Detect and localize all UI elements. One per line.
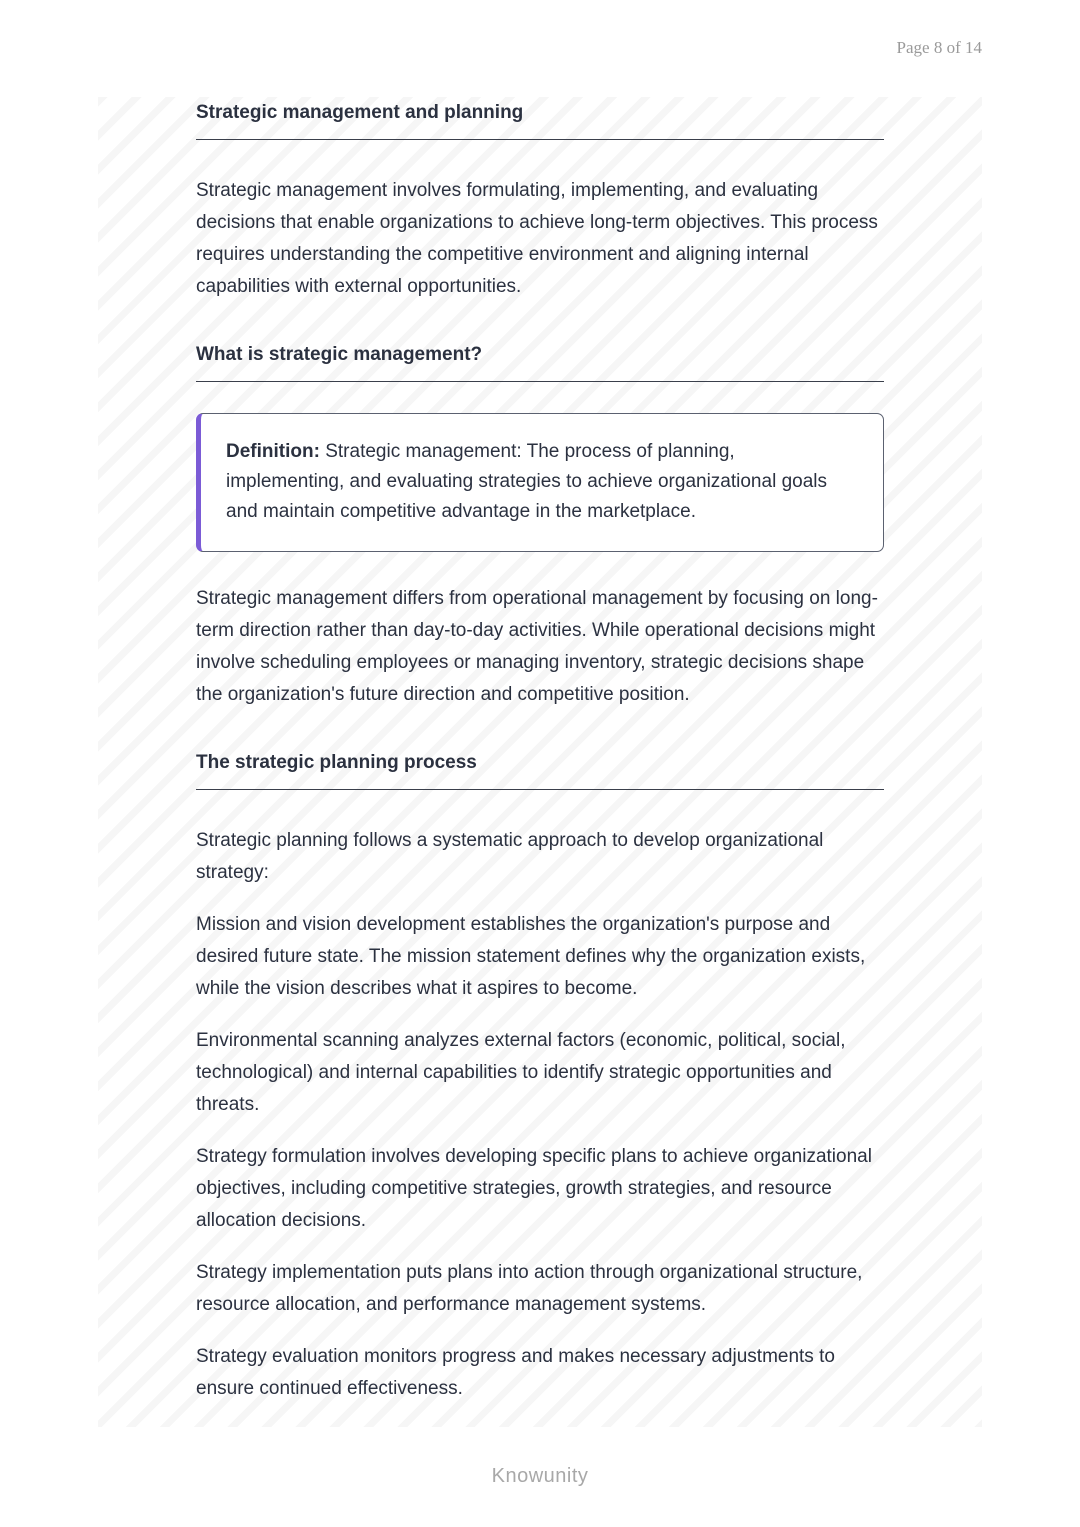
paragraph-strategy-implementation: Strategy implementation puts plans into action through organizational structure, resource allocation, and performance management systems. bbox=[196, 1262, 863, 1315]
definition-text bbox=[226, 437, 855, 527]
definition-body: Strategic management: The process of planning, implementing, and evaluating strategies to achieve organizational goals and maintain competitive advantage in the marketplace. bbox=[226, 441, 827, 522]
paragraph-strategy-evaluation: Strategy evaluation monitors progress and makes necessary adjustments to ensure continued effectiveness. bbox=[196, 1346, 835, 1399]
paragraph-strategy-formulation: Strategy formulation involves developing specific plans to achieve organizational objectives, including competitive strategies, growth strategies, and resource allocation decisions. bbox=[196, 1146, 872, 1231]
paragraph-planning-intro: Strategic planning follows a systematic approach to develop organizational strategy: bbox=[196, 830, 824, 883]
paragraph-operational-vs-strategic: Strategic management differs from operational management by focusing on long-term direction rather than day-to-day activities. While operational decisions might involve scheduling employees or managing inventory, strategic decisions shape the organization's future direction and competitive position. bbox=[196, 588, 878, 705]
paragraph-intro: Strategic management involves formulating, implementing, and evaluating decisions that enable organizations to achieve long-term objectives. This process requires understanding the competitive environment and aligning internal capabilities with external opportunities. bbox=[196, 180, 878, 297]
footer-brand-logo: Knowunity bbox=[491, 1465, 589, 1487]
section-heading-strategic-planning-process: The strategic planning process bbox=[196, 748, 884, 790]
page-number: Page 8 of 14 bbox=[896, 38, 982, 57]
paragraph-environmental-scanning: Environmental scanning analyzes external factors (economic, political, social, technological) and internal capabilities to identify strategic opportunities and threats. bbox=[196, 1030, 846, 1115]
definition-box bbox=[196, 413, 884, 552]
section-heading-what-is-strategic-management: What is strategic management? bbox=[196, 340, 884, 382]
section-heading-strategic-management-and-planning: Strategic management and planning bbox=[196, 98, 884, 140]
definition-label: Definition: bbox=[226, 441, 320, 462]
paragraph-mission-vision: Mission and vision development establishes the organization's purpose and desired future state. The mission statement defines why the organization exists, while the vision describes what it aspires to become. bbox=[196, 914, 866, 999]
document-body bbox=[196, 98, 884, 1405]
